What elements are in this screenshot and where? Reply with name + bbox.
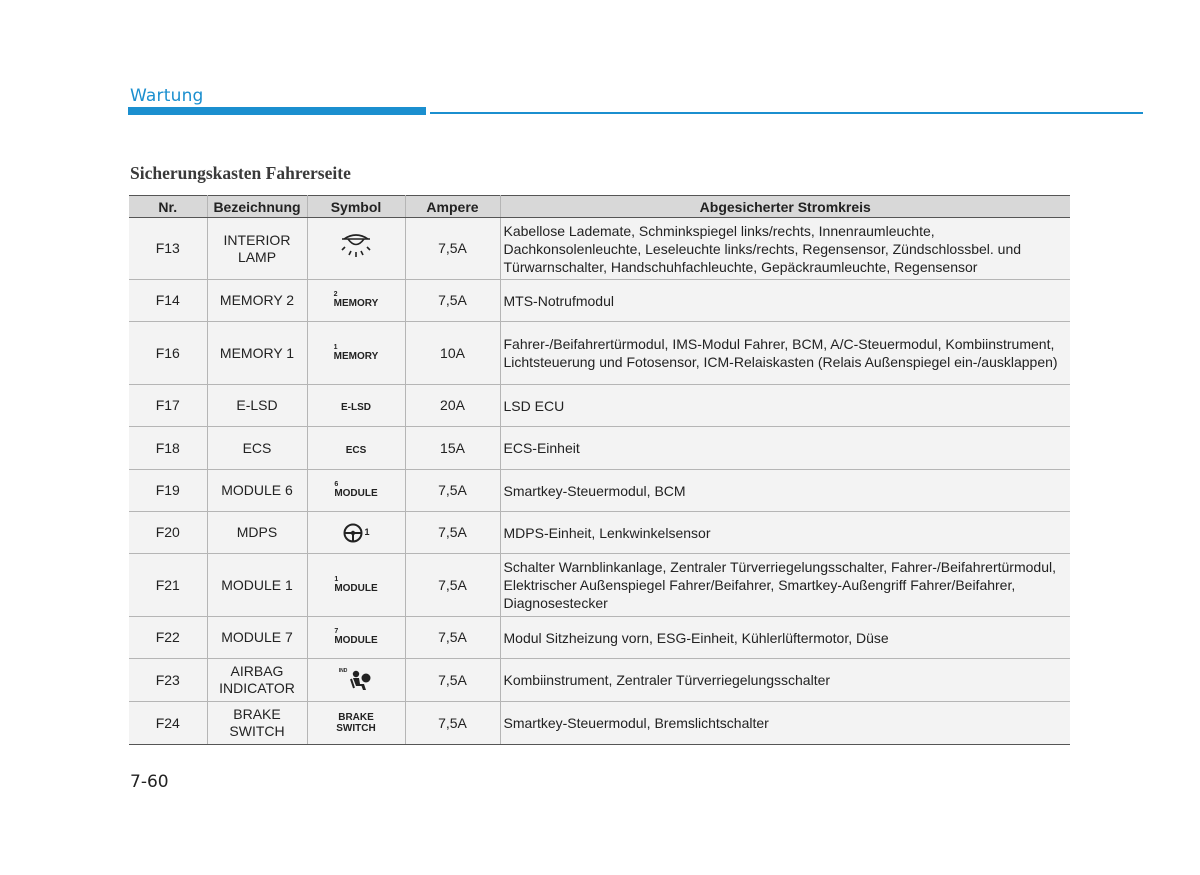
symbol-number: 1 xyxy=(333,343,338,351)
fuse-ampere: 7,5A xyxy=(405,659,500,702)
symbol-label: ECS xyxy=(345,444,367,456)
symbol-label: BRAKE SWITCH xyxy=(336,711,376,734)
fuse-ampere: 7,5A xyxy=(405,617,500,659)
fuse-ampere: 20A xyxy=(405,385,500,427)
fuse-ampere: 7,5A xyxy=(405,702,500,745)
fuse-symbol xyxy=(307,512,405,554)
fuse-number: F19 xyxy=(129,470,207,512)
fuse-number: F21 xyxy=(129,554,207,617)
fuse-symbol xyxy=(307,470,405,512)
symbol-number: 2 xyxy=(333,291,338,298)
page-number: 7-60 xyxy=(130,772,169,792)
symbol-number: IND xyxy=(338,668,348,674)
table-row xyxy=(129,659,1070,702)
column-header-ampere: Ampere xyxy=(405,196,500,218)
fuse-name: MEMORY 2 xyxy=(207,280,307,322)
fuse-number: F18 xyxy=(129,427,207,470)
fuse-ampere: 15A xyxy=(405,427,500,470)
fuse-circuit: Schalter Warnblinkanlage, Zentraler Türverriegelungsschalter, Fahrer-/Beifahrertürmodul, Elektrischer Außenspiegel Fahrer/Beifahrer, Smartkey-Außengriff Fahrer/Beifahrer, Diagnosestecker xyxy=(500,554,1070,617)
table-row xyxy=(129,470,1070,512)
symbol-label: MODULE xyxy=(334,635,378,646)
fuse-symbol xyxy=(307,554,405,617)
fuse-name: E-LSD xyxy=(207,385,307,427)
fuse-number: F14 xyxy=(129,280,207,322)
symbol-number: 7 xyxy=(334,628,339,635)
fuse-ampere: 7,5A xyxy=(405,554,500,617)
fuse-name: BRAKE SWITCH xyxy=(207,702,307,745)
fuse-circuit: Smartkey-Steuermodul, BCM xyxy=(500,470,1070,512)
fuse-circuit: Kabellose Lademate, Schminkspiegel links/rechts, Innenraumleuchte, Dachkonsolenleuchte, Leseleuchte links/rechts, Regensensor, Zündschlossbel. und Türwarnschalter, Handschuhfachleuchte, Gepäckraumleuchte, Regensensor xyxy=(500,218,1070,280)
table-row xyxy=(129,554,1070,617)
fuse-ampere: 7,5A xyxy=(405,280,500,322)
table-row xyxy=(129,617,1070,659)
fuse-name: AIRBAG INDICATOR xyxy=(207,659,307,702)
header-rule-thin xyxy=(430,112,1143,114)
fuse-symbol xyxy=(307,322,405,385)
fuse-ampere: 7,5A xyxy=(405,512,500,554)
fuse-circuit: LSD ECU xyxy=(500,385,1070,427)
fuse-circuit: Fahrer-/Beifahrertürmodul, IMS-Modul Fahrer, BCM, A/C-Steuermodul, Kombiinstrument, Lichtsteuerung und Fotosensor, ICM-Relaiskasten (Relais Außenspiegel ein-/ausklappen) xyxy=(500,322,1070,385)
fuse-name: MODULE 1 xyxy=(207,554,307,617)
table-row xyxy=(129,385,1070,427)
fuse-table xyxy=(129,195,1070,745)
fuse-symbol xyxy=(307,385,405,427)
steering-wheel-icon xyxy=(342,522,364,544)
airbag-indicator-icon xyxy=(347,668,373,692)
page-heading: Sicherungskasten Fahrerseite xyxy=(130,163,351,183)
symbol-number: 6 xyxy=(334,481,339,488)
column-header-symbol: Symbol xyxy=(307,196,405,218)
fuse-circuit: MDPS-Einheit, Lenkwinkelsensor xyxy=(500,512,1070,554)
fuse-circuit: Modul Sitzheizung vorn, ESG-Einheit, Kühlerlüftermotor, Düse xyxy=(500,617,1070,659)
fuse-name: MDPS xyxy=(207,512,307,554)
table-row xyxy=(129,322,1070,385)
fuse-number: F20 xyxy=(129,512,207,554)
column-header-nr: Nr. xyxy=(129,196,207,218)
symbol-label: MEMORY xyxy=(333,298,379,309)
fuse-name: INTERIOR LAMP xyxy=(207,218,307,280)
symbol-number: 1 xyxy=(364,527,370,537)
fuse-number: F24 xyxy=(129,702,207,745)
fuse-number: F22 xyxy=(129,617,207,659)
fuse-symbol xyxy=(307,659,405,702)
fuse-number: F23 xyxy=(129,659,207,702)
fuse-ampere: 7,5A xyxy=(405,470,500,512)
fuse-name: ECS xyxy=(207,427,307,470)
fuse-number: F13 xyxy=(129,218,207,280)
symbol-label: MODULE xyxy=(334,488,378,499)
fuse-symbol xyxy=(307,218,405,280)
fuse-ampere: 10A xyxy=(405,322,500,385)
fuse-symbol xyxy=(307,617,405,659)
column-header-bezeichnung: Bezeichnung xyxy=(207,196,307,218)
table-row xyxy=(129,280,1070,322)
fuse-circuit: Smartkey-Steuermodul, Bremslichtschalter xyxy=(500,702,1070,745)
fuse-name: MODULE 6 xyxy=(207,470,307,512)
fuse-name: MEMORY 1 xyxy=(207,322,307,385)
symbol-number: 1 xyxy=(334,575,339,583)
fuse-circuit: Kombiinstrument, Zentraler Türverriegelungsschalter xyxy=(500,659,1070,702)
symbol-label: E-LSD xyxy=(341,402,371,413)
fuse-number: F17 xyxy=(129,385,207,427)
fuse-circuit: MTS-Notrufmodul xyxy=(500,280,1070,322)
table-row xyxy=(129,427,1070,470)
fuse-symbol xyxy=(307,702,405,745)
column-header-stromkreis: Abgesicherter Stromkreis xyxy=(500,196,1070,218)
fuse-number: F16 xyxy=(129,322,207,385)
fuse-name: MODULE 7 xyxy=(207,617,307,659)
symbol-label: MEMORY xyxy=(333,350,379,362)
table-header-row xyxy=(129,196,1070,218)
interior-lamp-icon xyxy=(336,233,376,261)
fuse-circuit: ECS-Einheit xyxy=(500,427,1070,470)
symbol-label: MODULE xyxy=(334,582,378,594)
table-row xyxy=(129,702,1070,745)
section-title: Wartung xyxy=(130,86,204,106)
fuse-symbol xyxy=(307,427,405,470)
table-row xyxy=(129,512,1070,554)
table-row xyxy=(129,218,1070,280)
header-rule-thick xyxy=(128,107,426,115)
fuse-ampere: 7,5A xyxy=(405,218,500,280)
fuse-symbol xyxy=(307,280,405,322)
